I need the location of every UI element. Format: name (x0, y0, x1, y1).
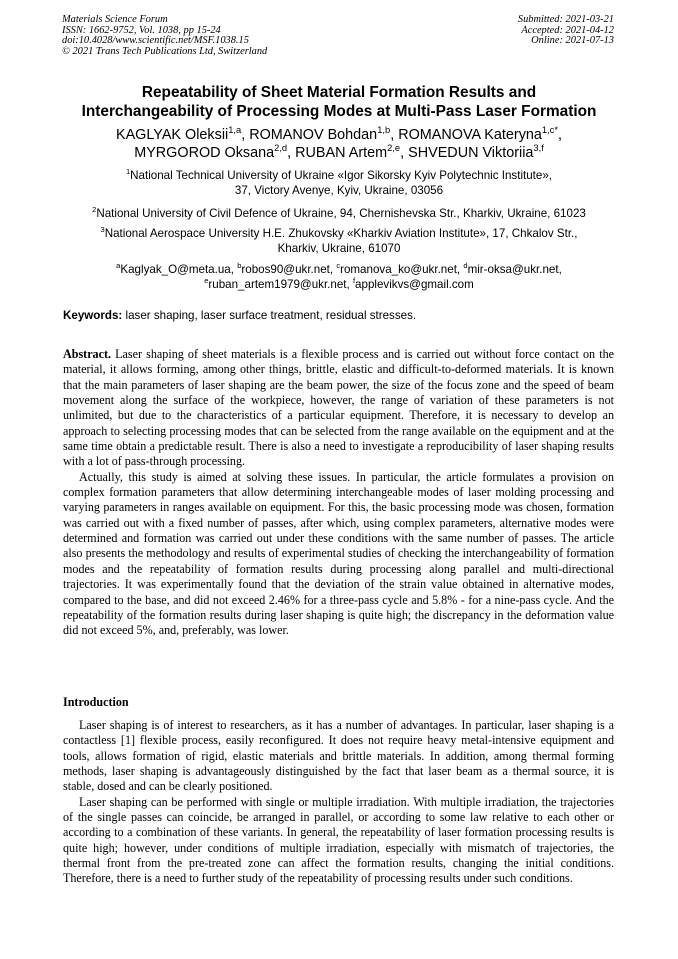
journal-name: Materials Science Forum (62, 14, 168, 25)
author-emails (40, 262, 638, 292)
paper-title: Repeatability of Sheet Material Formation Results and Interchangeability of Processing Modes at Multi-Pass Laser Formation (81, 84, 597, 120)
affiliation-3: $^3$National Aerospace University H.E. Zhukovsky «Kharkiv Aviation Institute», 17, Chkalov Str., Kharkiv, Ukraine, 61070 (100, 225, 578, 255)
abstract-paragraph: Abstract. Laser shaping of sheet materials is a flexible process and is carried out without force contact on the material, it allows forming, among other things, brittle, elastic and difficult-to-deformed materials. It is known that the main parameters of laser shaping are the beam power, the size of the focus zone and the speed of beam movement along the surface of the workpiece, however, the range of variation of these parameters is not unlimited, but due to the characteristics of a particular equipment. Therefore, it is necessary to develop an approach to selecting processing modes that can be selected from the range available on the equipment and at the same time obtain a predictable result. There is also a need to investigate a reproducibility of laser shaping results with a lot of pass-through processing. (63, 347, 614, 469)
email-link[interactable]: $^b$robos90@ukr.net, (237, 261, 337, 276)
author: MYRGOROD Oksana$^{2,d}$, (134, 143, 296, 161)
keywords-text: laser shaping, laser surface treatment, residual stresses. (122, 309, 417, 322)
abstract-label: Abstract. (63, 347, 112, 361)
introduction-paragraph: Laser shaping is of interest to researchers, as it has a number of advantages. In particular, laser shaping is a contactless [1] flexible process, easily reconfigured. It does not require heavy metal-intensive equipment and tools, allows formation of rigid, elastic materials and brittle materials. In addition, among thermal forming methods, laser shaping is advantageously distinguished by the fact that laser beam as a thermal source, it is stable, dosed and can be clearly positioned. (63, 718, 614, 794)
dates-header (518, 15, 614, 47)
journal-issn: ISSN: 1662-9752, Vol. 1038, pp 15-24 (62, 24, 221, 36)
author: ROMANOVA Kateryna$^{1,c*}$, (398, 125, 562, 143)
author: ROMANOV Bohdan$^{1,b}$, (249, 125, 399, 143)
email-link[interactable]: $^e$ruban_artem1979@ukr.net, (204, 276, 353, 291)
introduction-heading: Introduction (63, 695, 129, 709)
author: KAGLYAK Oleksii$^{1,a}$, (115, 125, 250, 143)
abstract-section (63, 347, 614, 639)
author: SHVEDUN Viktoriia$^{3,f}$ (408, 143, 544, 161)
journal-doi: doi:10.4028/www.scientific.net/MSF.1038.15 (62, 35, 249, 47)
email-link[interactable]: $^d$mir-oksa@ukr.net, (463, 261, 562, 276)
keywords (63, 309, 416, 322)
abstract-paragraph: Actually, this study is aimed at solving these issues. In particular, the article formulates a provision on complex formation parameters that allow determining interchangeable modes of laser molding processing and varying parameters in ranges available on equipment. For this, the basic processing mode was chosen, formation was carried out with a fixed number of passes, after which, using complex parameters, alternative modes were determined and formation was carried out under these conditions with the same number of passes. The article also presents the methodology and results of experimental studies of checking the interchangeability of formation modes and the repeatability of formation results during processing along parallel and multi-directional trajectories. It was experimentally found that the deviation of the strain value obtained in alternative modes, compared to the base, and did not exceed 2.46% for a three-pass cycle and 5.8% - for a nine-pass cycle. And the repeatability of the formation results during laser shaping is quite high; the discrepancy in the deformation value did not exceed 5%, and, preferably, was lower. (63, 469, 614, 638)
email-link[interactable]: $^a$Kaglyak_O@meta.ua, (116, 261, 238, 276)
journal-header (62, 15, 267, 57)
affiliation-1: $^1$National Technical University of Ukraine «Igor Sikorsky Kyiv Polytechnic Institute», 37, Victory Avenye, Kyiv, Ukraine, 03056 (125, 167, 553, 197)
online-date: Online: 2021-07-13 (531, 35, 614, 47)
introduction-section (63, 718, 614, 887)
email-link[interactable]: $^c$romanova_ko@ukr.net, (336, 261, 464, 276)
journal-copyright: © 2021 Trans Tech Publications Ltd, Switzerland (62, 45, 268, 57)
introduction-paragraph: Laser shaping can be performed with single or multiple irradiation. With multiple irradiation, the trajectories of the single passes can coincide, be arranged in parallel, or according to some law relative to each other or according to a combination of these variants. In general, the repeatability of laser formation processing results is quite high; however, under conditions of multiple irradiation, especially with mismatch of trajectories, the thermal front from the pre-treated zone can affect the formation results, changing the initial conditions. Therefore, there is a need to further study of the repeatability of processing results under such conditions. (63, 794, 614, 886)
author-list (40, 126, 638, 162)
email-link[interactable]: $^f$applevikvs@gmail.com (352, 276, 474, 291)
submitted-date: Submitted: 2021-03-21 (517, 14, 614, 25)
affiliation-2: $^2$National University of Civil Defence of Ukraine, 94, Chernishevska Str., Kharkiv, Ukraine, 61023 (92, 205, 586, 220)
author: RUBAN Artem$^{2,e}$, (295, 143, 409, 161)
accepted-date: Accepted: 2021-04-12 (521, 24, 614, 36)
keywords-label: Keywords: (63, 309, 123, 322)
